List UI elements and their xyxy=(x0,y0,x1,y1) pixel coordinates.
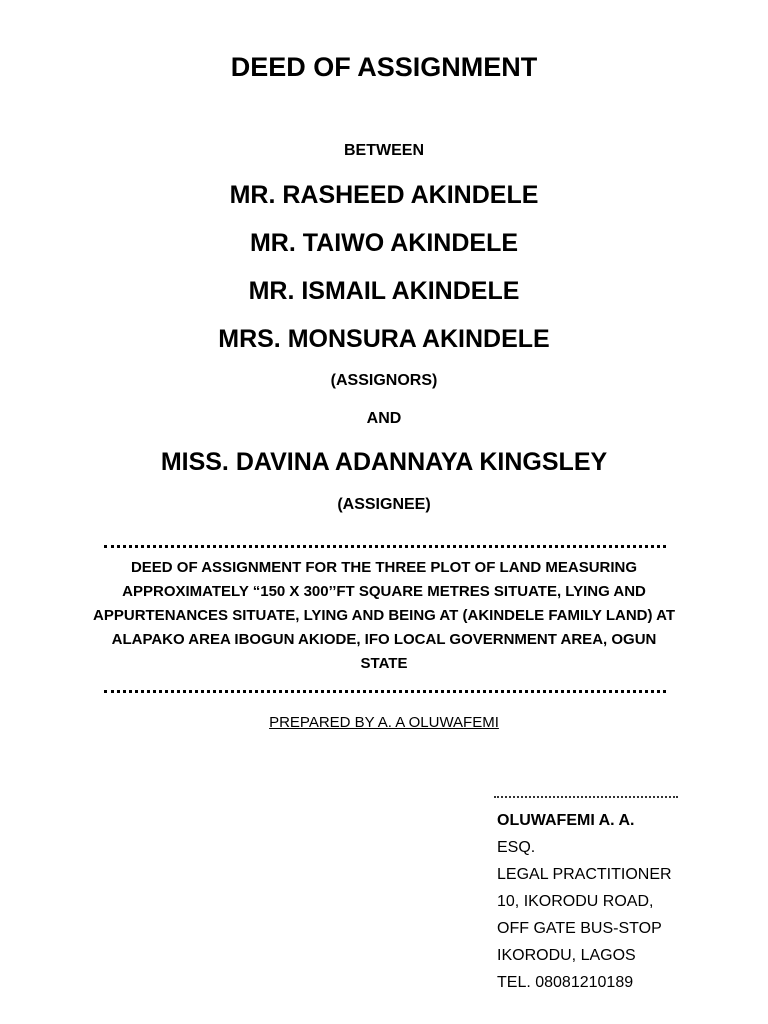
assignors-label: (ASSIGNORS) xyxy=(330,372,438,389)
deed-description: DEED OF ASSIGNMENT FOR THE THREE PLOT OF LAND MEASURING APPROXIMATELY “150 X 300’’FT SQUARE METRES SITUATE, LYING AND APPURTENANCES SITUATE, LYING AND BEING AT (AKINDELE FAMILY LAND) AT ALAPAKO AREA IBOGUN AKIODE, IFO LOCAL GOVERNMENT AREA, OGUN STATE xyxy=(93,559,675,672)
assignee-label: (ASSIGNEE) xyxy=(337,496,431,513)
assignor-name: MR. TAIWO AKINDELE xyxy=(249,229,519,257)
signatory-name: OLUWAFEMI A. A. xyxy=(497,812,635,829)
document-title: DEED OF ASSIGNMENT xyxy=(230,52,538,82)
assignor-name: MR. ISMAIL AKINDELE xyxy=(248,277,520,305)
address-line: IKORODU, LAGOS xyxy=(497,947,636,964)
dotted-divider-bottom xyxy=(104,690,666,693)
assignor-name: MR. RASHEED AKINDELE xyxy=(229,181,539,209)
assignee-name: MISS. DAVINA ADANNAYA KINGSLEY xyxy=(160,448,608,476)
signatory-title: ESQ. xyxy=(497,839,536,856)
telephone: TEL. 08081210189 xyxy=(497,974,634,991)
assignor-name: MRS. MONSURA AKINDELE xyxy=(218,325,550,353)
and-label: AND xyxy=(366,410,402,427)
signature-block xyxy=(497,807,757,996)
prepared-by: PREPARED BY A. A OLUWAFEMI xyxy=(269,714,499,731)
between-label: BETWEEN xyxy=(344,142,424,159)
signature-line xyxy=(494,796,678,798)
signatory-profession: LEGAL PRACTITIONER xyxy=(497,866,672,883)
address-line: 10, IKORODU ROAD, xyxy=(497,893,654,910)
address-line: OFF GATE BUS-STOP xyxy=(497,920,662,937)
dotted-divider-top xyxy=(104,545,666,548)
